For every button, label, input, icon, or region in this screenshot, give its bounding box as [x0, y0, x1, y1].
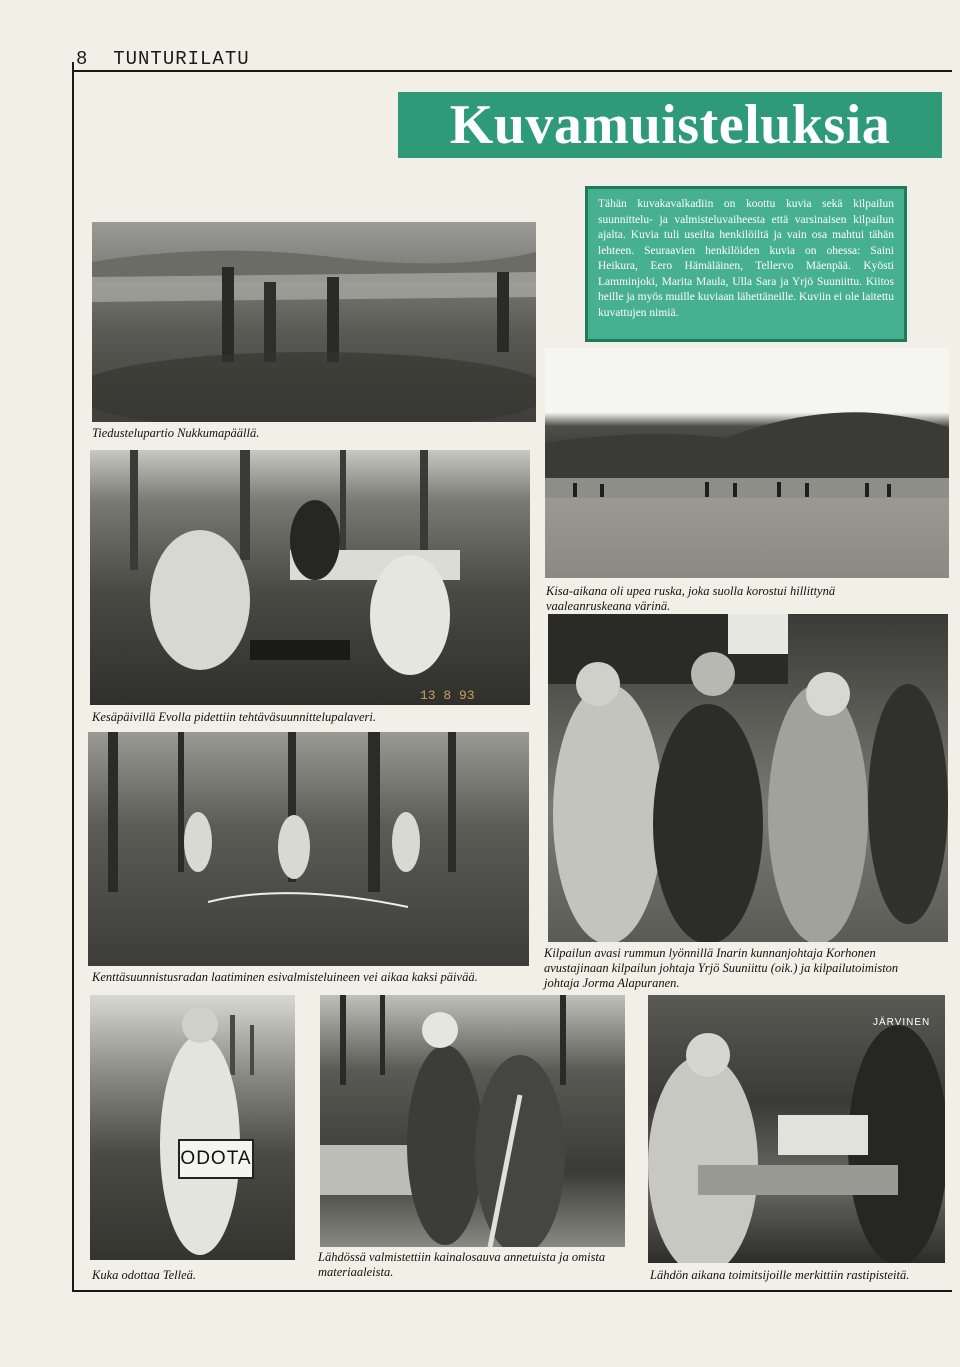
photo-opening-ceremony [548, 614, 948, 942]
left-rule [72, 62, 74, 1292]
caption-photo-1: Tiedustelupartio Nukkumapäällä. [92, 426, 260, 440]
photo-waiting-telle [90, 995, 295, 1260]
caption-photo-4: Kenttäsuunnistusradan laatiminen esivalmisteluineen vei aikaa kaksi päivää. [92, 970, 478, 984]
caption-photo-2: Kisa-aikana oli upea ruska, joka suolla korostui hillittynä vaaleanruskeana värinä. [546, 584, 836, 613]
cap-text: JÄRVINEN [873, 1017, 931, 1028]
page-number: 8 [76, 48, 89, 70]
photo-start-crutch [320, 995, 625, 1247]
photo-autumn-bog [545, 348, 949, 578]
odota-sign: ODOTA [178, 1139, 254, 1179]
caption-photo-7: Lähdössä valmistettiin kainalosauva annetuista ja omista materiaaleista. [318, 1250, 606, 1279]
caption-photo-6: Kuka odottaa Telleä. [92, 1268, 197, 1282]
caption-photo-5: Kilpailun avasi rummun lyönnillä Inarin kunnanjohtaja Korhonen avustajinaan kilpailun johtaja Yrjö Suuniittu (oik.) ja kilpailutoimiston johtaja Jorma Alapuranen. [544, 946, 899, 990]
publication-name: TUNTURILATU [113, 48, 250, 70]
date-stamp: 13 8 93 [420, 688, 475, 703]
photo-scouting-patrol [92, 222, 536, 422]
photo-course-building [88, 732, 529, 966]
photo-planning-meeting [90, 450, 530, 705]
caption-photo-3: Kesäpäivillä Evolla pidettiin tehtäväsuunnittelupalaveri. [92, 710, 376, 724]
page-title: Kuvamuisteluksia [398, 92, 942, 158]
intro-text: Tähän kuvakavalkadiin on koottu kuvia sekä kilpailun suunnittelu- ja valmisteluvaiheesta että varsinaisen kilpailun ajalta. Kuvia tuli useilta henkilöiltä ja vain osa mahtui tähän lehteen. Seuraavien henkilöiden kuvia on ohessa: Saini Heikura, Eero Hämäläinen, Tellervo Mäenpää. Kyösti Lamminjoki, Marita Maula, Ulla Sara ja Yrjö Suuniittu. Kiitos heille ja myös muille kuviaan lähettäneille. Kuviin ei ole laitettu kuvattujen nimiä. [585, 186, 907, 342]
header-rule [72, 70, 952, 72]
bottom-rule [72, 1290, 952, 1292]
photo-marking-controls [648, 995, 945, 1263]
caption-photo-8: Lähdön aikana toimitsijoille merkittiin rastipisteitä. [650, 1268, 910, 1282]
page-header [76, 48, 250, 70]
